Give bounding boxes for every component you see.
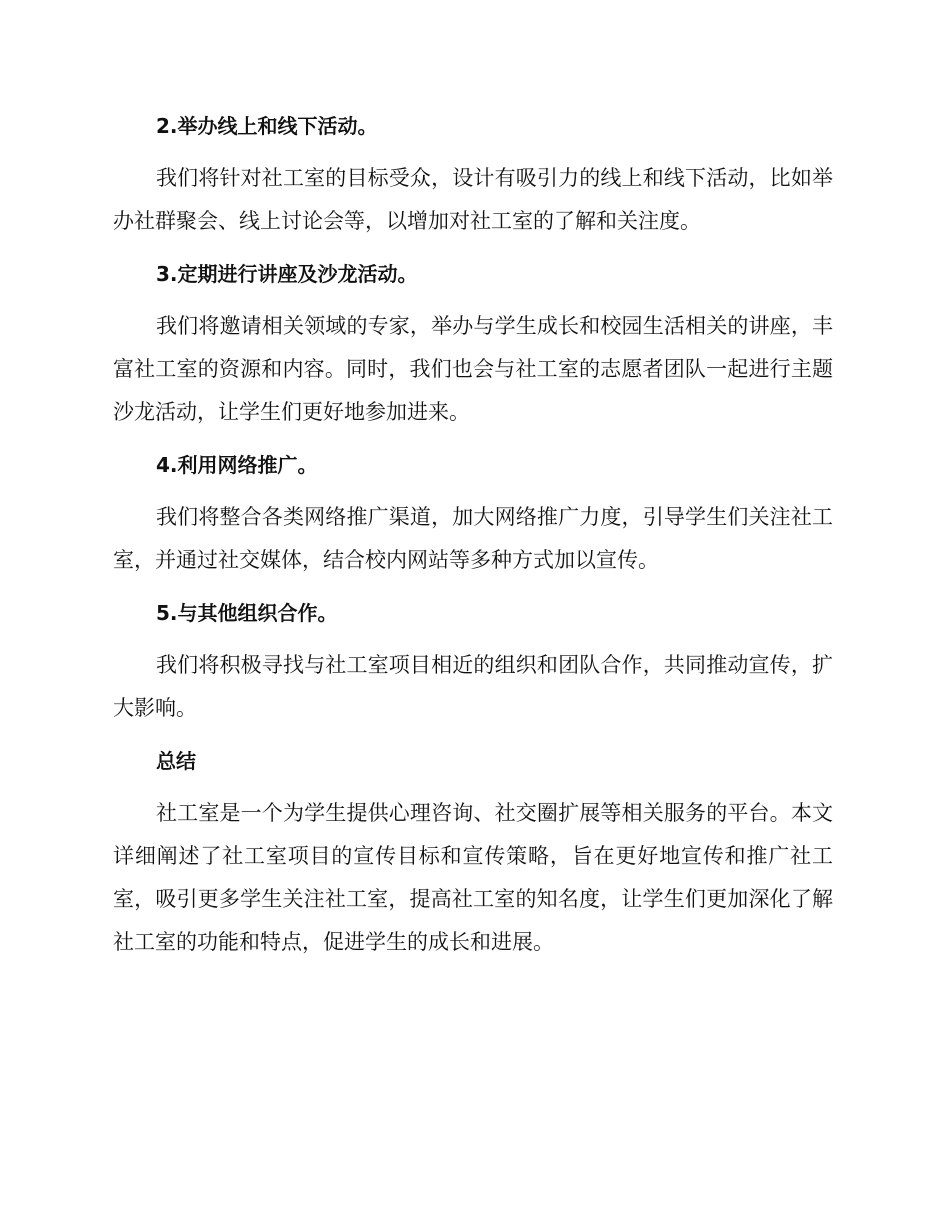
section-heading-online-offline-events: 2.举办线上和线下活动。 [156,114,378,138]
section-body-online-promotion: 我们将整合各类网络推广渠道，加大网络推广力度，引导学生们关注社工室，并通过社交媒体，结合校内网站等多种方式加以宣传。 [113,505,833,572]
section-heading-summary: 总结 [156,749,196,773]
section-body-summary: 社工室是一个为学生提供心理咨询、社交圈扩展等相关服务的平台。本文详细阐述了社工室项目的宣传目标和宣传策略，旨在更好地宣传和推广社工室，吸引更多学生关注社工室，提高社工室的知名度，让学生们更加深化了解社工室的功能和特点，促进学生的成长和进展。 [113,801,833,954]
section-body-partner-organizations: 我们将积极寻找与社工室项目相近的组织和团队合作，共同推动宣传，扩大影响。 [113,653,833,720]
section-heading-lectures-salons: 3.定期进行讲座及沙龙活动。 [156,262,418,286]
section-heading-online-promotion: 4.利用网络推广。 [156,453,318,477]
document-page [113,103,833,964]
section-body-online-offline-events: 我们将针对社工室的目标受众，设计有吸引力的线上和线下活动，比如举办社群聚会、线上讨论会等，以增加对社工室的了解和关注度。 [113,166,833,233]
section-heading-partner-organizations: 5.与其他组织合作。 [156,601,338,625]
section-body-lectures-salons: 我们将邀请相关领域的专家，举办与学生成长和校园生活相关的讲座，丰富社工室的资源和内容。同时，我们也会与社工室的志愿者团队一起进行主题沙龙活动，让学生们更好地参加进来。 [113,314,833,424]
